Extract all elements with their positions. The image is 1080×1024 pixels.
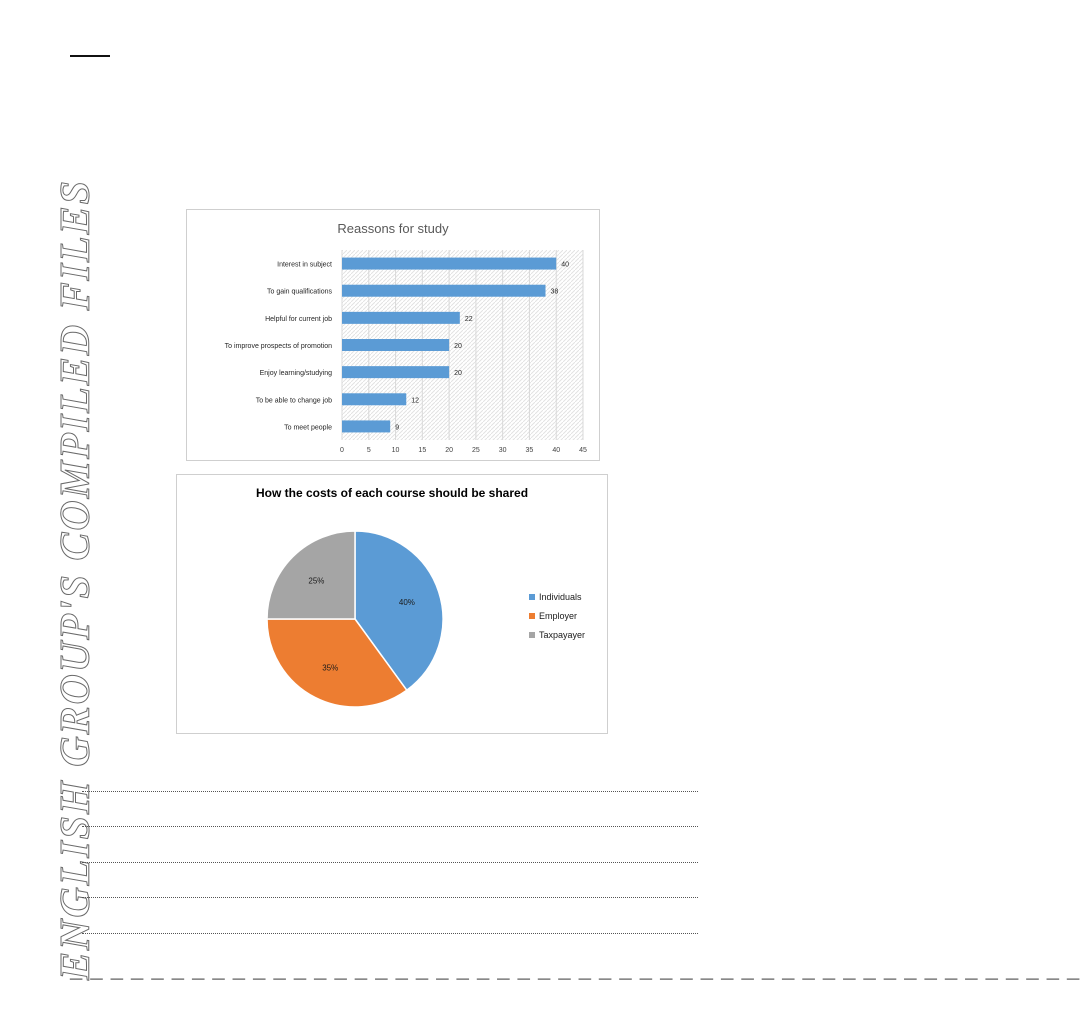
writing-line — [82, 933, 698, 934]
bottom-dash-line: _ _ _ _ _ _ _ _ _ _ _ _ _ _ _ _ _ _ _ _ _ _ _ _ _ _ _ _ _ _ _ _ _ _ _ _ _ _ _ _ _ _ _ _ _ _ _ _ _ _ — [70, 957, 1080, 982]
bar — [342, 339, 449, 351]
bar-chart-svg — [187, 210, 599, 460]
x-tick-label: 25 — [471, 447, 480, 454]
writing-line — [82, 826, 698, 827]
bar-value-label: 20 — [454, 343, 462, 350]
legend-swatch — [529, 594, 535, 600]
pie-slice-taxpayayer — [267, 531, 355, 619]
x-tick-label: 45 — [579, 447, 587, 454]
x-tick-label: 35 — [525, 447, 534, 454]
category-label: Helpful for current job — [265, 315, 332, 323]
bar — [342, 366, 449, 378]
category-label: To meet people — [284, 424, 332, 432]
bar — [342, 258, 556, 270]
bar-chart-title: Reassons for study — [337, 221, 449, 236]
x-tick-label: 10 — [391, 447, 400, 454]
bar-chart — [186, 209, 600, 461]
category-label: To improve prospects of promotion — [224, 343, 332, 350]
x-tick-label: 30 — [498, 447, 507, 454]
category-label: To gain qualifications — [267, 288, 332, 296]
x-tick-label: 40 — [552, 447, 561, 454]
writing-line — [82, 862, 698, 863]
bar-value-label: 22 — [464, 315, 473, 323]
bar-value-label: 38 — [550, 288, 559, 296]
pie-chart — [176, 474, 608, 734]
legend-swatch — [529, 613, 535, 619]
side-watermark: ENGLISH GROUP'S COMPILED FILES — [53, 179, 99, 980]
legend-label: Individuals — [539, 592, 582, 602]
legend-label: Employer — [539, 611, 578, 621]
writing-line — [82, 791, 698, 792]
bar — [342, 285, 546, 297]
category-label: To be able to change job — [255, 397, 332, 405]
bar-value-label: 20 — [454, 370, 462, 378]
category-label: Interest in subject — [277, 261, 332, 269]
legend-swatch — [529, 632, 535, 638]
pie-chart-svg — [177, 475, 607, 733]
pie-chart-title: How the costs of each course should be shared — [255, 486, 529, 500]
category-label: Enjoy learning/studying — [259, 370, 332, 378]
bar-value-label: 9 — [395, 424, 400, 432]
bar — [342, 312, 460, 324]
x-tick-label: 5 — [366, 447, 371, 454]
writing-line — [82, 897, 698, 898]
bar — [342, 420, 390, 432]
bar-value-label: 12 — [411, 397, 420, 405]
x-tick-label: 15 — [418, 447, 427, 454]
bar — [342, 393, 406, 405]
slice-value-label: 40% — [398, 598, 415, 608]
slice-value-label: 25% — [308, 576, 325, 586]
x-tick-label: 20 — [445, 447, 454, 454]
bar-value-label: 40 — [561, 261, 570, 269]
x-tick-label: 0 — [340, 447, 344, 454]
slice-value-label: 35% — [322, 663, 339, 673]
legend-label: Taxpayayer — [539, 630, 586, 640]
